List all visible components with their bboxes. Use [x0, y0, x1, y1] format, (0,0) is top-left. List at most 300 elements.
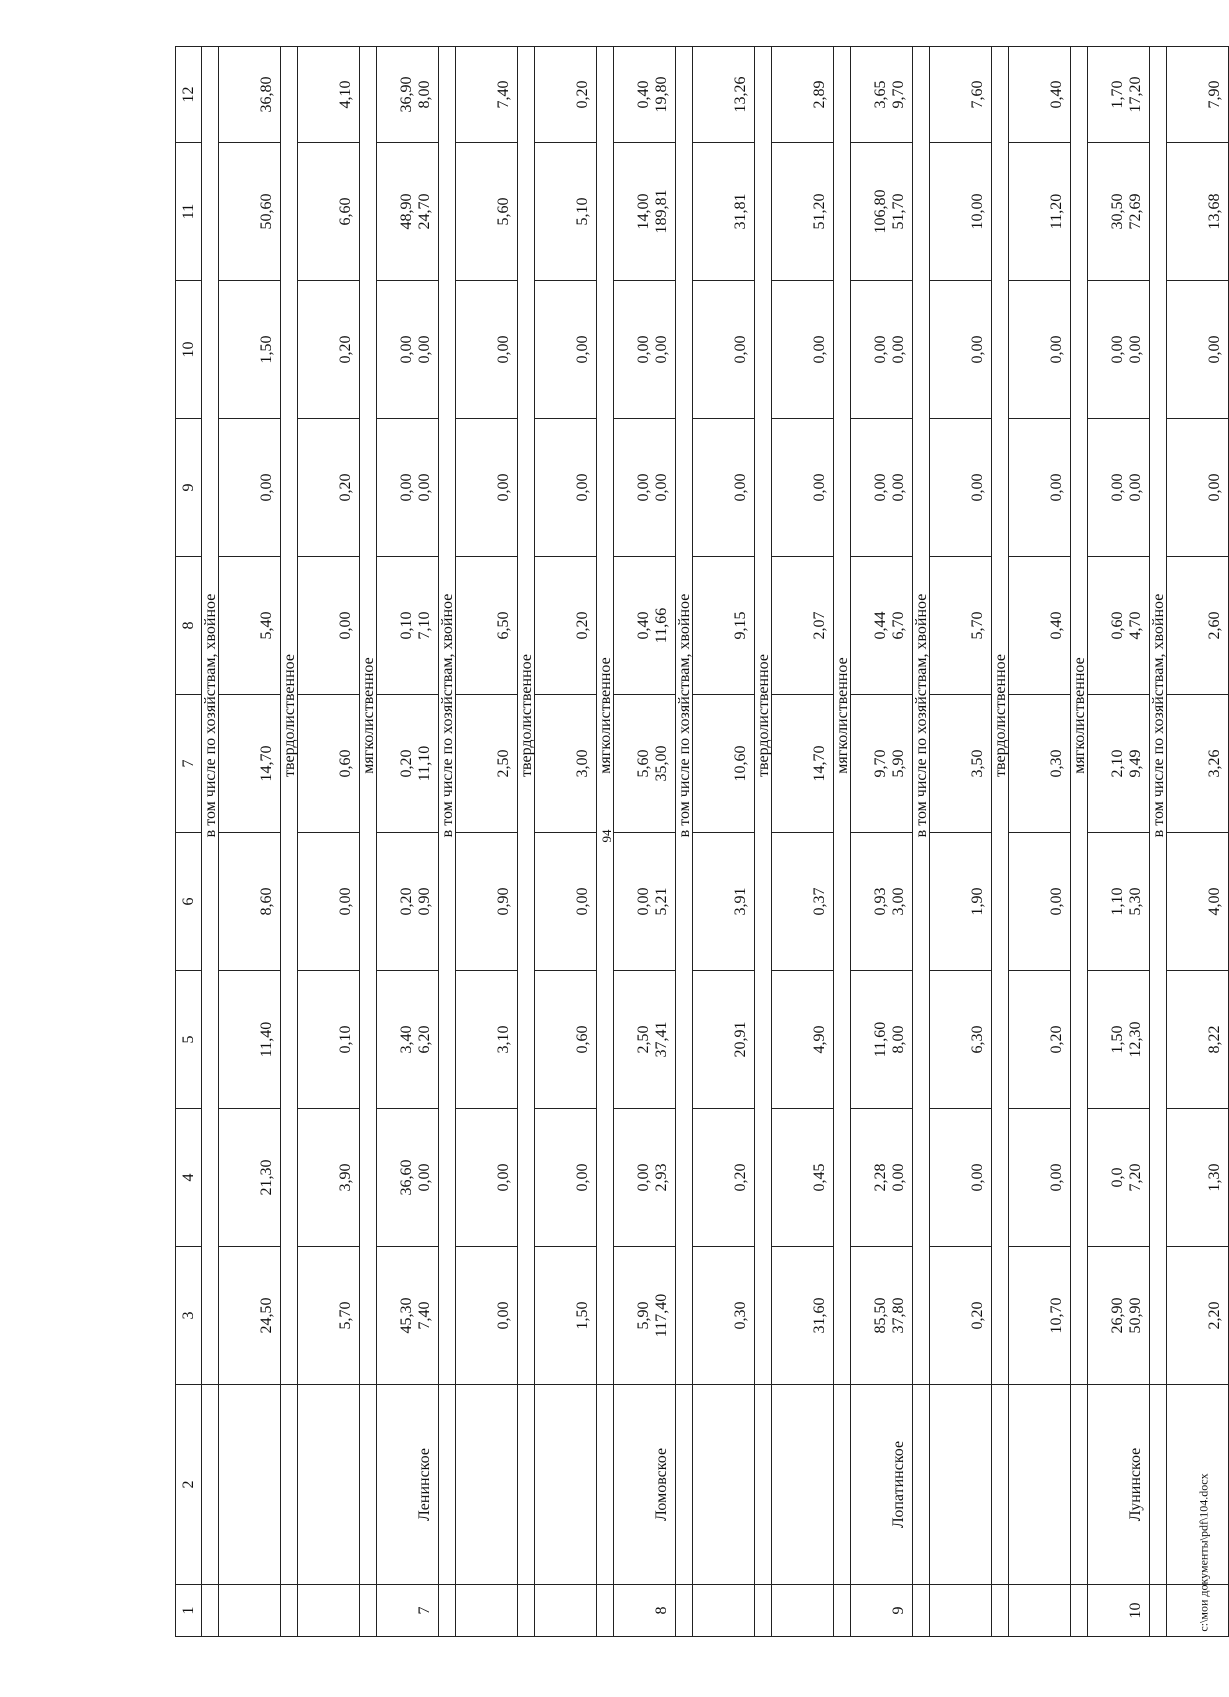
- cell-value: 0,00: [398, 335, 415, 364]
- cell-value: 3,50: [969, 749, 986, 778]
- table-row: [614, 47, 676, 1637]
- data-cell: [219, 1247, 281, 1385]
- cell-value: 0,00: [890, 473, 907, 502]
- cell-value: 85,50: [872, 1297, 889, 1334]
- cell-value: 0,00: [574, 1163, 591, 1192]
- cell-value: 0,00: [872, 473, 889, 502]
- cell-value: 0,00: [1127, 473, 1144, 502]
- cell-value: 0,00: [1127, 335, 1144, 364]
- data-cell: [930, 833, 992, 971]
- data-cell: [1009, 281, 1071, 419]
- cell-value: 36,80: [258, 76, 275, 113]
- footer-file-path: c:\мои документы\pdf\104.docx: [1196, 1473, 1211, 1632]
- data-cell: [851, 143, 913, 281]
- cell-value: 51,20: [811, 193, 828, 230]
- cell-value: 5,30: [1127, 887, 1144, 916]
- data-cell: [535, 281, 597, 419]
- data-cell: [930, 557, 992, 695]
- column-header: 3: [176, 1247, 202, 1385]
- cell-value: 10,00: [969, 193, 986, 230]
- cell-value: 36,90: [398, 76, 415, 113]
- data-cell: [535, 695, 597, 833]
- data-cell: [1009, 47, 1071, 143]
- data-cell: [772, 833, 834, 971]
- cell-value: 0,20: [574, 80, 591, 109]
- cell-value: 0,00: [337, 887, 354, 916]
- category-label: в том числе по хозяйствам, хвойное: [913, 47, 930, 1385]
- cell-value: 26,90: [1109, 1297, 1126, 1334]
- category-row: [1071, 47, 1088, 1637]
- row-number: [456, 1585, 518, 1637]
- data-cell: [535, 1247, 597, 1385]
- data-cell: [298, 1247, 360, 1385]
- data-cell: [1009, 143, 1071, 281]
- cell-value: 0,0: [1109, 1167, 1126, 1188]
- cell-value: 3,26: [1206, 749, 1223, 778]
- cell-value: 0,60: [1109, 611, 1126, 640]
- data-cell: [772, 971, 834, 1109]
- data-cell: [535, 557, 597, 695]
- cell-value: 0,00: [890, 335, 907, 364]
- category-label: твердолиственное: [992, 47, 1009, 1385]
- data-cell: [1088, 47, 1150, 143]
- cell-value: 0,00: [732, 473, 749, 502]
- data-cell: [693, 419, 755, 557]
- cell-value: 0,90: [495, 887, 512, 916]
- data-cell: [219, 47, 281, 143]
- page-number: 94: [599, 829, 614, 843]
- data-cell: [851, 1247, 913, 1385]
- data-cell: [377, 695, 439, 833]
- data-cell: [614, 419, 676, 557]
- cell-value: 11,20: [1048, 193, 1065, 230]
- category-row: [992, 47, 1009, 1637]
- table-body: [176, 47, 1229, 1637]
- data-cell: [930, 419, 992, 557]
- row-number: 7: [377, 1585, 439, 1637]
- cell-value: 0,00: [635, 887, 652, 916]
- cell-value: 0,93: [872, 887, 889, 916]
- category-row: [360, 47, 377, 1637]
- data-cell: [1009, 971, 1071, 1109]
- data-cell: [693, 695, 755, 833]
- data-cell: [1088, 833, 1150, 971]
- data-cell: [456, 695, 518, 833]
- cell-value: 10,60: [732, 745, 749, 782]
- cell-value: 45,30: [398, 1297, 415, 1334]
- data-cell: [535, 833, 597, 971]
- empty-cell: [360, 1585, 377, 1637]
- data-cell: [693, 557, 755, 695]
- cell-value: 0,00: [635, 335, 652, 364]
- cell-value: 6,70: [890, 611, 907, 640]
- empty-cell: [202, 1585, 219, 1637]
- empty-cell: [518, 1585, 535, 1637]
- cell-value: 1,50: [574, 1301, 591, 1330]
- data-cell: [219, 557, 281, 695]
- table-row: [1167, 47, 1229, 1637]
- cell-value: 11,10: [416, 745, 433, 782]
- cell-value: 5,40: [258, 611, 275, 640]
- cell-value: 37,41: [653, 1021, 670, 1058]
- settlement-name: [930, 1385, 992, 1585]
- column-header: 1: [176, 1585, 202, 1637]
- cell-value: 2,20: [1206, 1301, 1223, 1330]
- data-cell: [614, 143, 676, 281]
- cell-value: 7,40: [495, 80, 512, 109]
- cell-value: 0,40: [1048, 611, 1065, 640]
- column-header: 12: [176, 47, 202, 143]
- cell-value: 0,00: [1048, 1163, 1065, 1192]
- cell-value: 9,49: [1127, 749, 1144, 778]
- data-cell: [1088, 557, 1150, 695]
- column-header: 5: [176, 971, 202, 1109]
- cell-value: 37,80: [890, 1297, 907, 1334]
- data-cell: [930, 281, 992, 419]
- empty-cell: [1150, 1585, 1167, 1637]
- cell-value: 6,30: [969, 1025, 986, 1054]
- row-number: 9: [851, 1585, 913, 1637]
- cell-value: 31,60: [811, 1297, 828, 1334]
- cell-value: 2,89: [811, 80, 828, 109]
- data-cell: [1167, 419, 1229, 557]
- data-cell: [1009, 419, 1071, 557]
- cell-value: 31,81: [732, 193, 749, 230]
- table-row: [1088, 47, 1150, 1637]
- cell-value: 36,60: [398, 1159, 415, 1196]
- data-cell: [1167, 1109, 1229, 1247]
- cell-value: 0,00: [258, 473, 275, 502]
- cell-value: 0,20: [337, 335, 354, 364]
- data-cell: [456, 1247, 518, 1385]
- cell-value: 2,07: [811, 611, 828, 640]
- cell-value: 9,70: [872, 749, 889, 778]
- cell-value: 0,20: [398, 749, 415, 778]
- data-cell: [851, 557, 913, 695]
- column-header: 7: [176, 695, 202, 833]
- empty-cell: [992, 1385, 1009, 1585]
- data-cell: [1088, 1109, 1150, 1247]
- category-label: мягколиственное: [1071, 47, 1088, 1385]
- cell-value: 8,60: [258, 887, 275, 916]
- data-cell: [1009, 695, 1071, 833]
- cell-value: 2,28: [872, 1163, 889, 1192]
- cell-value: 50,90: [1127, 1297, 1144, 1334]
- cell-value: 6,60: [337, 197, 354, 226]
- category-row: [1150, 47, 1167, 1637]
- cell-value: 5,60: [635, 749, 652, 778]
- category-label: мягколиственное: [597, 47, 614, 1385]
- cell-value: 0,00: [416, 473, 433, 502]
- cell-value: 0,00: [653, 473, 670, 502]
- empty-cell: [439, 1385, 456, 1585]
- cell-value: 0,10: [398, 611, 415, 640]
- data-cell: [614, 1109, 676, 1247]
- data-cell: [219, 419, 281, 557]
- cell-value: 0,00: [811, 473, 828, 502]
- data-cell: [930, 971, 992, 1109]
- data-cell: [298, 1109, 360, 1247]
- empty-cell: [992, 1585, 1009, 1637]
- cell-value: 72,69: [1127, 193, 1144, 230]
- row-number: [1009, 1585, 1071, 1637]
- data-cell: [851, 1109, 913, 1247]
- cell-value: 0,20: [574, 611, 591, 640]
- cell-value: 8,22: [1206, 1025, 1223, 1054]
- data-cell: [772, 1247, 834, 1385]
- data-cell: [1167, 695, 1229, 833]
- data-cell: [1167, 557, 1229, 695]
- data-cell: [851, 281, 913, 419]
- data-cell: [456, 971, 518, 1109]
- settlement-name: Ломовское: [614, 1385, 676, 1585]
- cell-value: 0,44: [872, 611, 889, 640]
- settlement-name: Лопатинское: [851, 1385, 913, 1585]
- category-row: [913, 47, 930, 1637]
- empty-cell: [676, 1385, 693, 1585]
- cell-value: 117,40: [653, 1293, 670, 1338]
- cell-value: 0,00: [495, 1301, 512, 1330]
- data-cell: [614, 971, 676, 1109]
- empty-cell: [913, 1385, 930, 1585]
- settlement-name: [219, 1385, 281, 1585]
- settlement-name: [456, 1385, 518, 1585]
- cell-value: 0,00: [732, 335, 749, 364]
- table-row: [1009, 47, 1071, 1637]
- data-cell: [377, 419, 439, 557]
- cell-value: 0,10: [337, 1025, 354, 1054]
- column-header: 6: [176, 833, 202, 971]
- cell-value: 0,40: [635, 80, 652, 109]
- cell-value: 3,65: [872, 80, 889, 109]
- cell-value: 5,60: [495, 197, 512, 226]
- cell-value: 0,00: [495, 1163, 512, 1192]
- data-cell: [298, 557, 360, 695]
- row-number: [219, 1585, 281, 1637]
- data-cell: [377, 557, 439, 695]
- data-cell: [930, 695, 992, 833]
- column-header: 2: [176, 1385, 202, 1585]
- cell-value: 7,40: [416, 1301, 433, 1330]
- empty-cell: [518, 1385, 535, 1585]
- data-cell: [614, 281, 676, 419]
- category-label: твердолиственное: [755, 47, 772, 1385]
- data-cell: [930, 47, 992, 143]
- cell-value: 3,91: [732, 887, 749, 916]
- data-cell: [693, 47, 755, 143]
- settlement-name: [1009, 1385, 1071, 1585]
- cell-value: 0,30: [1048, 749, 1065, 778]
- cell-value: 11,60: [872, 1021, 889, 1058]
- data-cell: [1088, 281, 1150, 419]
- settlement-name: Ленинское: [377, 1385, 439, 1585]
- data-cell: [377, 833, 439, 971]
- cell-value: 0,00: [416, 1163, 433, 1192]
- cell-value: 0,20: [337, 473, 354, 502]
- data-cell: [298, 143, 360, 281]
- data-cell: [1009, 1109, 1071, 1247]
- data-cell: [693, 971, 755, 1109]
- data-cell: [219, 971, 281, 1109]
- cell-value: 51,70: [890, 193, 907, 230]
- cell-value: 0,00: [1048, 473, 1065, 502]
- category-label: мягколиственное: [360, 47, 377, 1385]
- data-cell: [377, 143, 439, 281]
- cell-value: 6,50: [495, 611, 512, 640]
- table-row: [693, 47, 755, 1637]
- cell-value: 7,60: [969, 80, 986, 109]
- category-label: твердолиственное: [281, 47, 298, 1385]
- cell-value: 0,00: [574, 473, 591, 502]
- cell-value: 2,50: [495, 749, 512, 778]
- cell-value: 0,20: [1048, 1025, 1065, 1054]
- data-cell: [298, 695, 360, 833]
- cell-value: 4,00: [1206, 887, 1223, 916]
- data-cell: [456, 1109, 518, 1247]
- table-row: [535, 47, 597, 1637]
- cell-value: 0,00: [574, 335, 591, 364]
- category-label: твердолиственное: [518, 47, 535, 1385]
- column-header: 4: [176, 1109, 202, 1247]
- cell-value: 0,00: [872, 335, 889, 364]
- row-number: [693, 1585, 755, 1637]
- cell-value: 0,00: [969, 473, 986, 502]
- cell-value: 21,30: [258, 1159, 275, 1196]
- data-cell: [535, 971, 597, 1109]
- data-cell: [930, 1247, 992, 1385]
- cell-value: 5,10: [574, 197, 591, 226]
- row-number: 10: [1088, 1585, 1150, 1637]
- cell-value: 1,30: [1206, 1163, 1223, 1192]
- cell-value: 7,90: [1206, 80, 1223, 109]
- empty-cell: [281, 1585, 298, 1637]
- cell-value: 5,90: [635, 1301, 652, 1330]
- data-cell: [298, 47, 360, 143]
- cell-value: 9,70: [890, 80, 907, 109]
- data-cell: [298, 833, 360, 971]
- cell-value: 0,00: [1206, 473, 1223, 502]
- cell-value: 0,00: [1206, 335, 1223, 364]
- cell-value: 0,00: [969, 1163, 986, 1192]
- table-row: [851, 47, 913, 1637]
- empty-cell: [755, 1585, 772, 1637]
- cell-value: 1,90: [969, 887, 986, 916]
- cell-value: 0,00: [337, 611, 354, 640]
- category-label: мягколиственное: [834, 47, 851, 1385]
- cell-value: 1,70: [1109, 80, 1126, 109]
- data-cell: [377, 281, 439, 419]
- data-cell: [772, 47, 834, 143]
- cell-value: 0,00: [969, 335, 986, 364]
- column-header: 9: [176, 419, 202, 557]
- data-cell: [1167, 281, 1229, 419]
- data-cell: [1088, 1247, 1150, 1385]
- category-label: в том числе по хозяйствам, хвойное: [676, 47, 693, 1385]
- data-cell: [693, 1109, 755, 1247]
- cell-value: 0,00: [1048, 887, 1065, 916]
- data-cell: [851, 47, 913, 143]
- data-cell: [456, 557, 518, 695]
- data-cell: [1088, 419, 1150, 557]
- cell-value: 0,00: [1109, 473, 1126, 502]
- data-cell: [377, 971, 439, 1109]
- data-cell: [535, 1109, 597, 1247]
- cell-value: 0,00: [574, 887, 591, 916]
- settlement-name: [535, 1385, 597, 1585]
- cell-value: 0,45: [811, 1163, 828, 1192]
- cell-value: 4,90: [811, 1025, 828, 1054]
- cell-value: 189,81: [653, 189, 670, 234]
- cell-value: 7,20: [1127, 1163, 1144, 1192]
- data-cell: [298, 419, 360, 557]
- cell-value: 0,20: [969, 1301, 986, 1330]
- settlement-name: [772, 1385, 834, 1585]
- cell-value: 5,70: [337, 1301, 354, 1330]
- category-label: в том числе по хозяйствам, хвойное: [439, 47, 456, 1385]
- cell-value: 2,50: [635, 1025, 652, 1054]
- cell-value: 14,00: [635, 193, 652, 230]
- data-cell: [1167, 143, 1229, 281]
- data-cell: [298, 281, 360, 419]
- row-number: [930, 1585, 992, 1637]
- cell-value: 48,90: [398, 193, 415, 230]
- data-cell: [614, 47, 676, 143]
- data-cell: [772, 557, 834, 695]
- data-cell: [851, 419, 913, 557]
- cell-value: 2,93: [653, 1163, 670, 1192]
- column-header: 10: [176, 281, 202, 419]
- data-cell: [1167, 1247, 1229, 1385]
- row-number: [772, 1585, 834, 1637]
- data-cell: [693, 833, 755, 971]
- data-cell: [693, 281, 755, 419]
- table-row: [219, 47, 281, 1637]
- cell-value: 11,66: [653, 607, 670, 644]
- cell-value: 20,91: [732, 1021, 749, 1058]
- data-cell: [219, 281, 281, 419]
- data-cell: [535, 143, 597, 281]
- data-cell: [772, 419, 834, 557]
- cell-value: 0,60: [337, 749, 354, 778]
- empty-cell: [439, 1585, 456, 1637]
- cell-value: 0,60: [574, 1025, 591, 1054]
- table-row: [456, 47, 518, 1637]
- category-label: в том числе по хозяйствам, хвойное: [1150, 47, 1167, 1385]
- cell-value: 24,50: [258, 1297, 275, 1334]
- empty-cell: [597, 1585, 614, 1637]
- cell-value: 0,00: [635, 1163, 652, 1192]
- cell-value: 14,70: [258, 745, 275, 782]
- empty-cell: [281, 1385, 298, 1585]
- cell-value: 0,40: [1048, 80, 1065, 109]
- data-cell: [851, 833, 913, 971]
- cell-value: 0,20: [732, 1163, 749, 1192]
- row-number: 8: [614, 1585, 676, 1637]
- data-cell: [219, 143, 281, 281]
- cell-value: 1,50: [1109, 1025, 1126, 1054]
- data-cell: [851, 971, 913, 1109]
- data-cell: [298, 971, 360, 1109]
- data-cell: [1009, 1247, 1071, 1385]
- cell-value: 0,00: [1109, 335, 1126, 364]
- cell-value: 5,21: [653, 887, 670, 916]
- data-cell: [456, 143, 518, 281]
- cell-value: 0,00: [890, 1163, 907, 1192]
- table-row: [930, 47, 992, 1637]
- data-cell: [535, 47, 597, 143]
- cell-value: 8,00: [890, 1025, 907, 1054]
- data-cell: [1088, 695, 1150, 833]
